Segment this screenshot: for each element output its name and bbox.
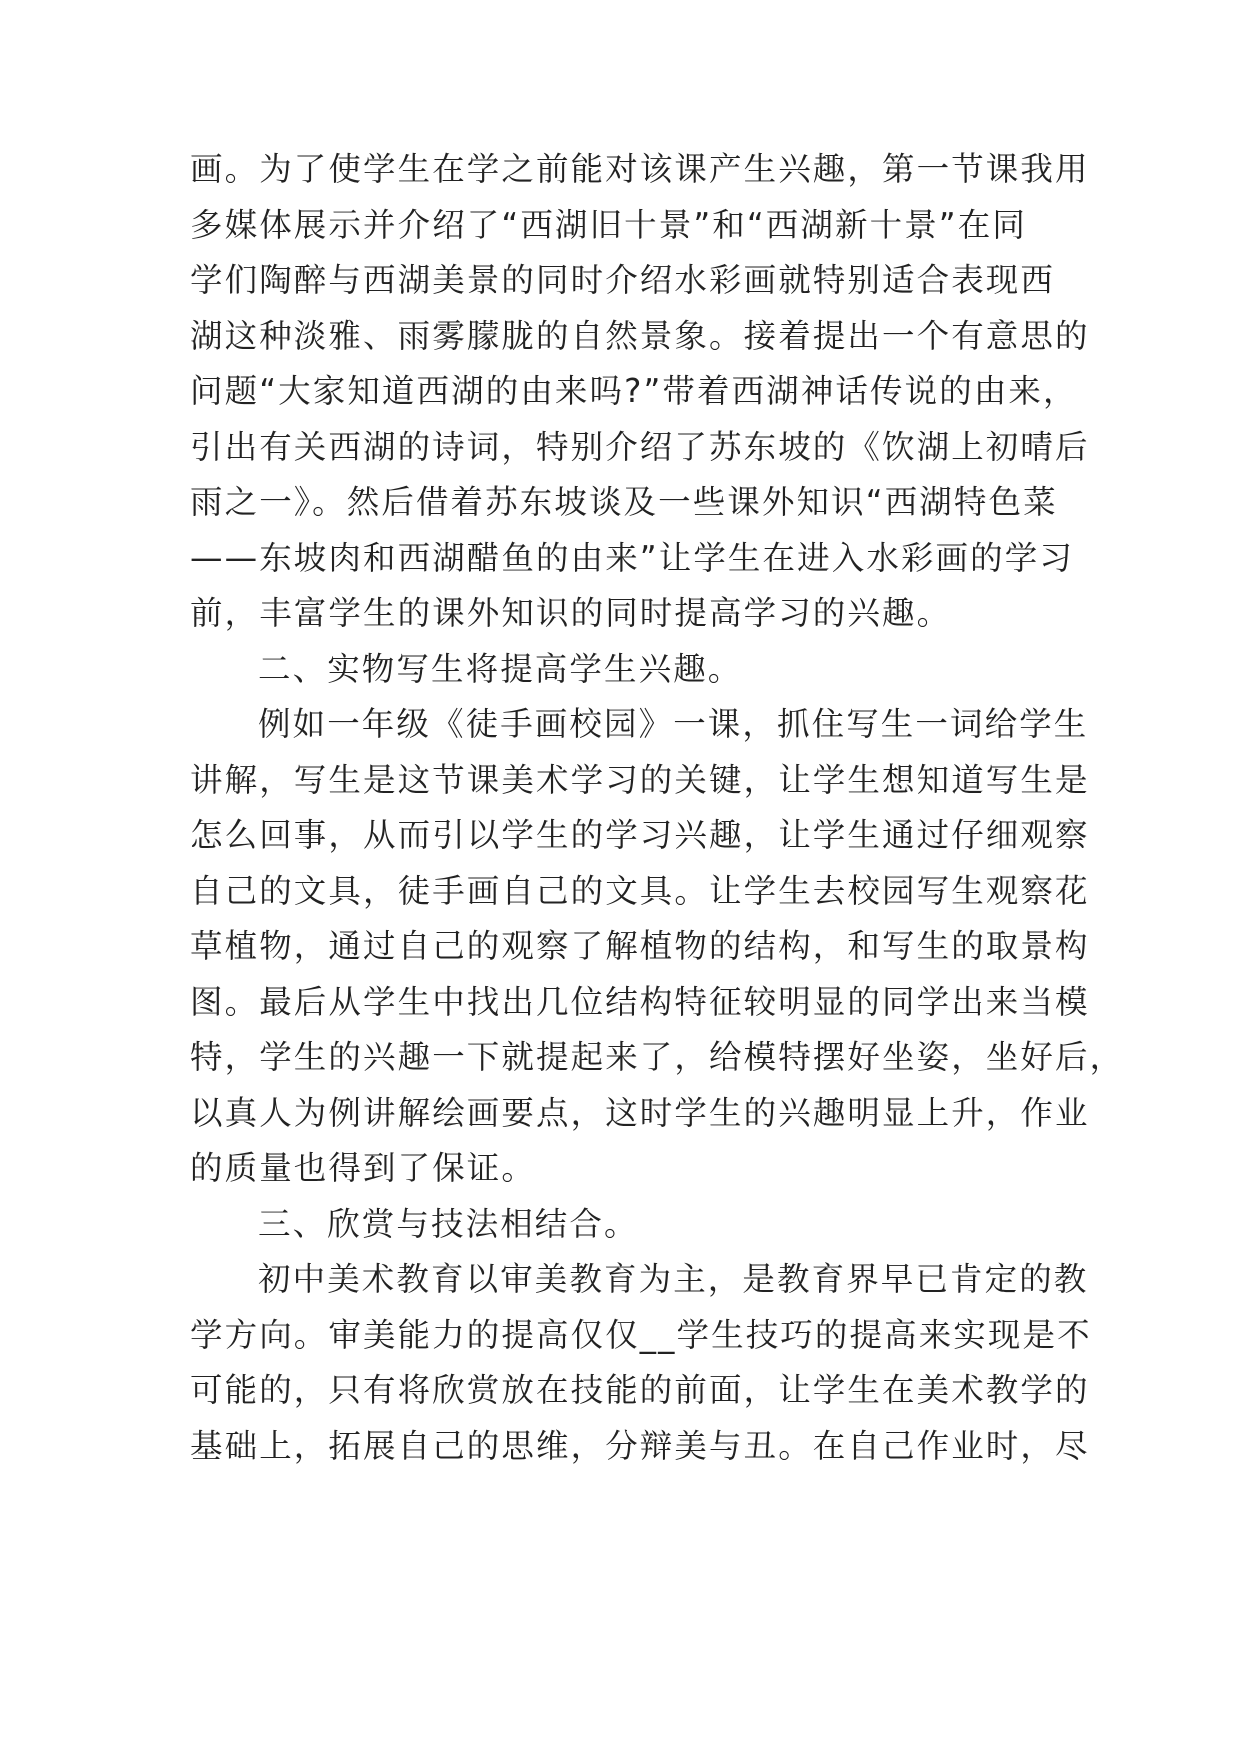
text-line: 问题“大家知道西湖的由来吗?”带着西湖神话传说的由来， [190,372,1078,410]
text-line: 雨之一》。然后借着苏东坡谈及一些课外知识“西湖特色菜 [190,483,1058,521]
text-line: 前，丰富学生的课外知识的同时提高学习的兴趣。 [190,594,952,632]
text-line: 基础上，拓展自己的思维，分辩美与丑。在自己作业时，尽 [190,1426,1090,1465]
text-line: 学们陶醉与西湖美景的同时介绍水彩画就特别适合表现西 [190,261,1056,299]
section-heading: 二、实物写生将提高学生兴趣。 [258,649,743,688]
text-line: 怎么回事，从而引以学生的学习兴趣，让学生通过仔细观察 [190,816,1090,854]
text-line: 图。最后从学生中找出几位结构特征较明显的同学出来当模 [190,982,1090,1021]
text-line: 以真人为例讲解绘画要点，这时学生的兴趣明显上升，作业 [190,1093,1090,1132]
text-line: 多媒体展示并介绍了“西湖旧十景”和“西湖新十景”在同 [190,205,1027,244]
text-line: 湖这种淡雅、雨雾朦胧的自然景象。接着提出一个有意思的 [190,316,1090,355]
section-heading: 三、欣赏与技法相结合。 [258,1204,639,1243]
text-line: 讲解，写生是这节课美术学习的关键，让学生想知道写生是 [190,760,1090,799]
text-line: 学方向。审美能力的提高仅仅__学生技巧的提高来实现是不 [190,1315,1092,1354]
text-line: 自己的文具，徒手画自己的文具。让学生去校园写生观察花 [190,871,1090,910]
text-line: ——东坡肉和西湖醋鱼的由来”让学生在进入水彩画的学习 [190,538,1074,577]
text-line: 的质量也得到了保证。 [190,1149,537,1187]
paragraph-start-line: 初中美术教育以审美教育为主，是教育界早已肯定的教 [258,1260,1089,1298]
text-line: 画。为了使学生在学之前能对该课产生兴趣，第一节课我用 [190,150,1090,188]
text-line: 可能的，只有将欣赏放在技能的前面，让学生在美术教学的 [190,1371,1090,1409]
document-body [190,142,1125,1474]
text-line: 草植物，通过自己的观察了解植物的结构，和写生的取景构 [190,927,1090,965]
paragraph-start-line: 例如一年级《徒手画校园》一课，抓住写生一词给学生 [258,705,1089,743]
text-line: 特，学生的兴趣一下就提起来了，给模特摆好坐姿，坐好后， [190,1038,1125,1076]
text-line: 引出有关西湖的诗词，特别介绍了苏东坡的《饮湖上初晴后 [190,427,1090,466]
